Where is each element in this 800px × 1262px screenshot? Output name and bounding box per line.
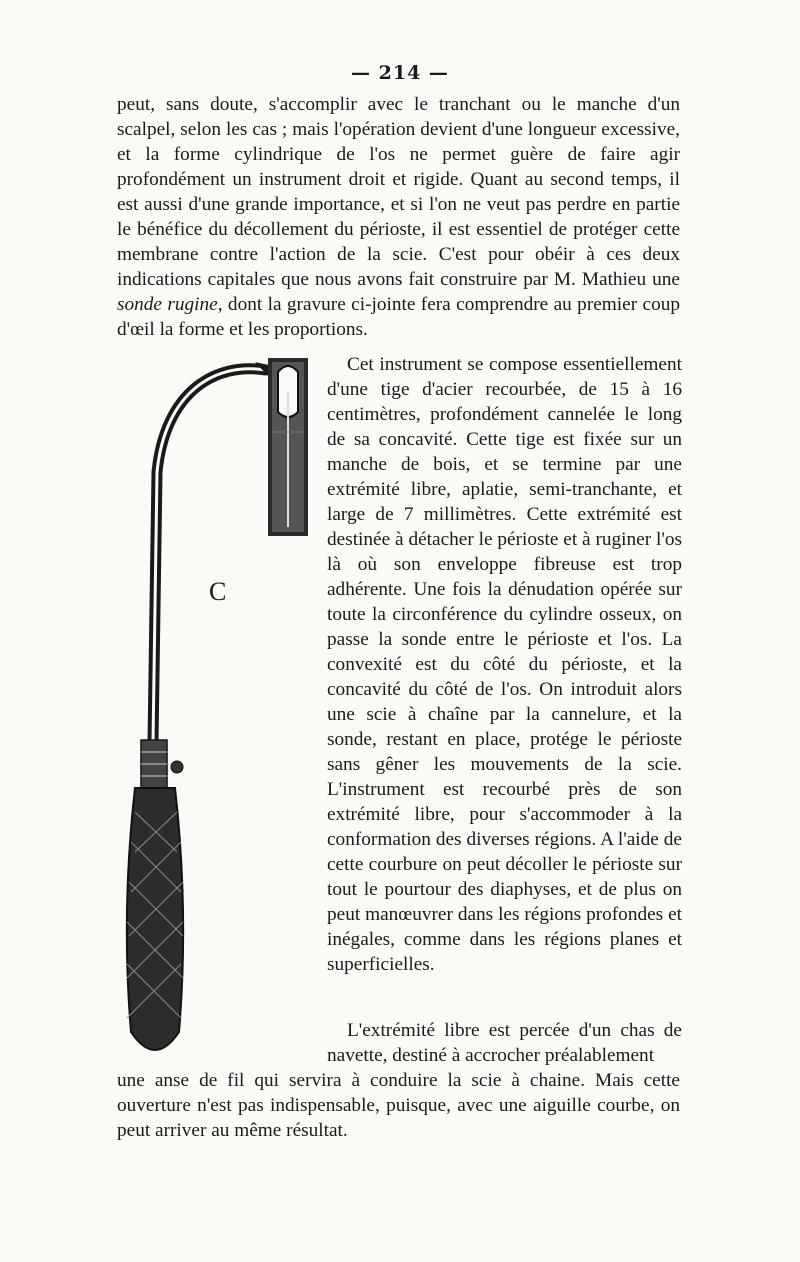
- paragraph-1-italic: sonde rugine: [117, 294, 218, 315]
- paragraph-2: [327, 352, 682, 977]
- paragraph-3-end-text: une anse de fil qui servira à conduire la scie à chaine. Mais cette ouverture n'est pas indispensable, puisque, avec une aiguille courbe, on peut arriver au même résultat.: [117, 1070, 680, 1141]
- paragraph-3-start: [327, 1018, 682, 1068]
- sonde-rugine-engraving-icon: [105, 352, 320, 1072]
- tip-detail: [268, 358, 308, 536]
- page-number: — 214 —: [351, 62, 449, 84]
- paragraph-3-end: [117, 1068, 680, 1143]
- figure-label-c: C: [209, 577, 227, 606]
- paragraph-3-start-text: L'extrémité libre est percée d'un chas de navette, destiné à accrocher préalablement: [327, 1020, 682, 1066]
- paragraph-1-text: peut, sans doute, s'accomplir avec le tranchant ou le manche d'un scalpel, selon les cas ; mais l'opération devient d'une longueur excessive, et la forme cylindrique de l'os ne permet guère de faire agir profondément un instrument droit et rigide. Quant au second temps, il est aussi d'une grande importance, et si l'on ne veut pas perdre en partie le bénéfice du décollement du périoste, il est essentiel de protéger cette membrane contre l'action de la scie. C'est pour obéir à ces deux indications capitales que nous avons fait construire par M. Mathieu une: [117, 94, 680, 290]
- paragraph-2-text: Cet instrument se compose essentiellement d'une tige d'acier recourbée, de 15 à 16 centimètres, profondément cannelée le long de sa concavité. Cette tige est fixée sur un manche de bois, et se termine par une extrémité libre, aplatie, semi-tranchante, et large de 7 millimètres. Cette extrémité est destinée à détacher le périoste et à ruginer l'os là où son enveloppe fibreuse est trop adhérente. Une fois la dénudation opérée sur toute la circonférence du cylindre osseux, on passe la sonde entre le périoste et l'os. La convexité est du côté du périoste, et la concavité du côté de l'os. On introduit alors une scie à chaîne par la cannelure, et la sonde, restant en place, protége le périoste sans gêner les mouvements de la scie. L'instrument est recourbé près de son extrémité libre, pour s'accommoder à la conformation des diverses régions. A l'aide de cette courbure on peut décoller le périoste sur tout le pourtour des diaphyses, et de plus on peut manœuvrer dans les régions profondes et inégales, comme dans les régions planes et superficielles.: [327, 354, 682, 975]
- paragraph-1-end: , dont la gravure ci-jointe fera comprendre au premier coup d'œil la forme et les proportions.: [117, 294, 680, 340]
- figure-sonde-rugine: [105, 352, 320, 1072]
- paragraph-1: [117, 92, 680, 342]
